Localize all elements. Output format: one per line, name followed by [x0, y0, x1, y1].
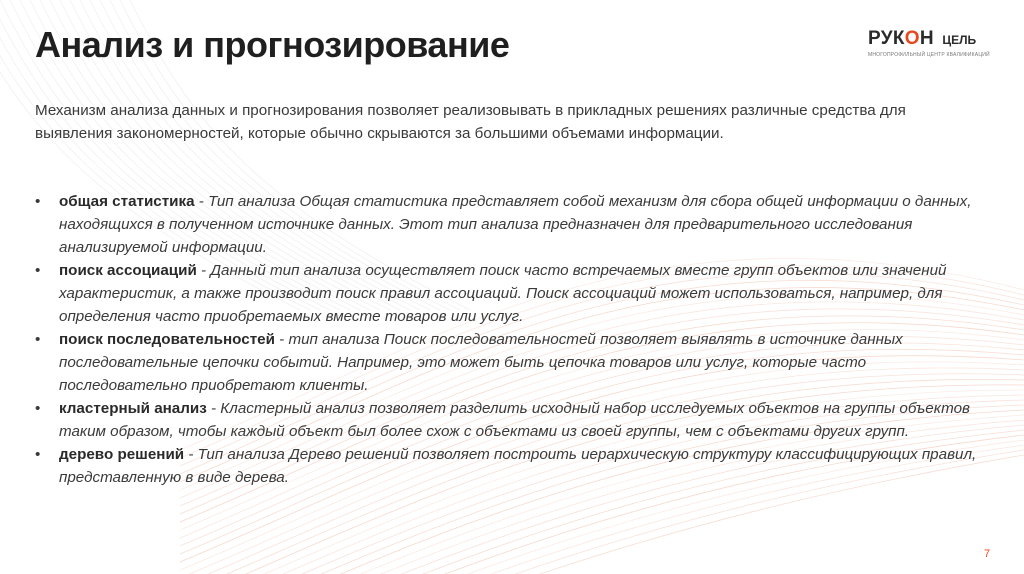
bullet-item: • поиск ассоциаций - Данный тип анализа осуществляет поиск часто встречаемых вместе групп объектов или значений характеристик, а также производит поиск правил ассоциаций. Поиск ассоциаций может использоваться, например, для определения часто приобретаемых вместе товаров или услуг. [35, 259, 995, 328]
bullet-dot: • [35, 400, 41, 417]
bullet-term: поиск последовательностей [59, 331, 275, 348]
bullet-desc: Тип анализа Общая статистика представляет собой механизм для сбора общей информации о данных, находящихся в полученном источнике данных. Этот тип анализа предназначен для предварительного исследования анализируемой информации. [59, 193, 972, 256]
bullet-dot: • [35, 331, 41, 348]
slide-title: Анализ и прогнозирование [35, 24, 510, 65]
bullet-term: дерево решений [59, 446, 185, 463]
bullet-item: • дерево решений - Тип анализа Дерево решений позволяет построить иерархическую структуру классифицирующих правил, представленную в виде дерева. [35, 443, 995, 489]
company-logo [868, 28, 1008, 64]
bullet-term: общая статистика [59, 193, 195, 210]
bullet-item: • кластерный анализ - Кластерный анализ позволяет разделить исходный набор исследуемых объектов на группы объектов таким образом, чтобы каждый объект был более схож с объектами из своей группы, чем с объектами других групп. [35, 397, 995, 443]
logo-sub: ЦЕЛЬ [942, 33, 977, 47]
bullet-dot: • [35, 446, 41, 463]
bullet-list [35, 190, 995, 489]
bullet-desc: тип анализа Поиск последовательностей позволяет выявлять в источнике данных последовательные цепочки событий. Например, это может быть цепочка товаров или услуг, которые часто последовательно приобретают клиенты. [59, 331, 903, 394]
bullet-term: кластерный анализ [59, 400, 207, 417]
bullet-term: поиск ассоциаций [59, 262, 197, 279]
logo-brand: РУКОН [868, 28, 934, 49]
intro-paragraph: Механизм анализа данных и прогнозирования позволяет реализовывать в прикладных решениях различные средства для выявления закономерностей, которые обычно скрываются за большими объемами информации. [35, 102, 906, 142]
logo-tagline: МНОГОПРОФИЛЬНЫЙ ЦЕНТР КВАЛИФИКАЦИЙ [868, 52, 990, 58]
bullet-desc: Кластерный анализ позволяет разделить исходный набор исследуемых объектов на группы объектов таким образом, чтобы каждый объект был более схож с объектами из своей группы, чем с объектами других групп. [59, 400, 970, 440]
bullet-item: • общая статистика - Тип анализа Общая статистика представляет собой механизм для сбора общей информации о данных, находящихся в полученном источнике данных. Этот тип анализа предназначен для предварительного исследования анализируемой информации. [35, 190, 995, 259]
bullet-desc: Данный тип анализа осуществляет поиск часто встречаемых вместе групп объектов или значений характеристик, а также производит поиск правил ассоциаций. Поиск ассоциаций может использоваться, например, для определения часто приобретаемых вместе товаров или услуг. [59, 262, 947, 325]
bullet-dot: • [35, 193, 41, 210]
bullet-dot: • [35, 262, 41, 279]
page-number: 7 [984, 548, 991, 560]
bullet-desc: Тип анализа Дерево решений позволяет построить иерархическую структуру классифицирующих правил, представленную в виде дерева. [59, 446, 977, 486]
bullet-item: • поиск последовательностей - тип анализа Поиск последовательностей позволяет выявлять в источнике данных последовательные цепочки событий. Например, это может быть цепочка товаров или услуг, которые часто последовательно приобретают клиенты. [35, 328, 995, 397]
